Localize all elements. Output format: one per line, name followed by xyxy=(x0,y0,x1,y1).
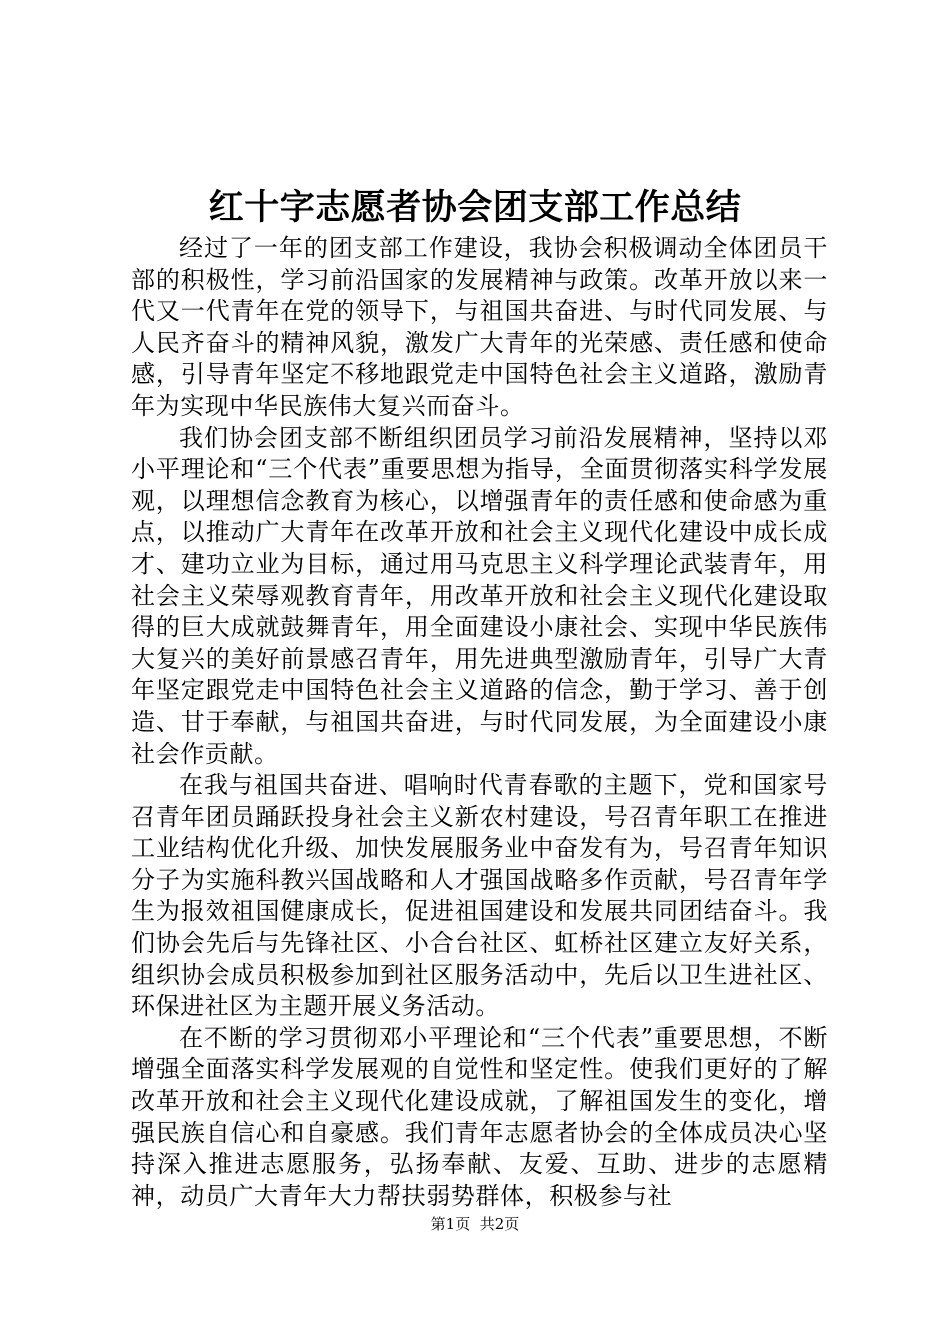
page-number-current: 第1页 xyxy=(430,1215,471,1233)
page-footer xyxy=(0,1214,950,1234)
paragraph-3: 在我与祖国共奋进、唱响时代青春歌的主题下，党和国家号召青年团员踊跃投身社会主义新农村建设，号召青年职工在推进工业结构优化升级、加快发展服务业中奋发有为，号召青年知识分子为实施科教兴国战略和人才强国战略多作贡献，号召青年学生为报效祖国健康成长，促进祖国建设和发展共同团结奋斗。我们协会先后与先锋社区、小合台社区、虹桥社区建立友好关系，组织协会成员积极参加到社区服务活动中，先后以卫生进社区、环保进社区为主题开展义务活动。 xyxy=(131,771,828,1021)
paragraph-1: 经过了一年的团支部工作建设，我协会积极调动全体团员干部的积极性，学习前沿国家的发展精神与政策。改革开放以来一代又一代青年在党的领导下，与祖国共奋进、与时代同发展、与人民齐奋斗的精神风貌，激发广大青年的光荣感、责任感和使命感，引导青年坚定不移地跟党走中国特色社会主义道路，激励青年为实现中华民族伟大复兴而奋斗。 xyxy=(131,234,828,420)
paragraph-2: 我们协会团支部不断组织团员学习前沿发展精神，坚持以邓小平理论和“三个代表”重要思想为指导，全面贯彻落实科学发展观，以理想信念教育为核心，以增强青年的责任感和使命感为重点，以推动广大青年在改革开放和社会主义现代化建设中成长成才、建功立业为目标，通过用马克思主义科学理论武装青年，用社会主义荣辱观教育青年，用改革开放和社会主义现代化建设取得的巨大成就鼓舞青年，用全面建设小康社会、实现中华民族伟大复兴的美好前景感召青年，用先进典型激励青年，引导广大青年坚定跟党走中国特色社会主义道路的信念，勤于学习、善于创造、甘于奉献，与祖国共奋进，与时代同发展，为全面建设小康社会作贡献。 xyxy=(131,423,828,768)
document-body xyxy=(131,233,828,1212)
footer-spacer xyxy=(470,1215,480,1233)
page-number-total: 共2页 xyxy=(479,1215,520,1233)
paragraph-4: 在不断的学习贯彻邓小平理论和“三个代表”重要思想，不断增强全面落实科学发展观的自觉性和坚定性。使我们更好的了解改革开放和社会主义现代化建设成就，了解祖国发生的变化，增强民族自信心和自豪感。我们青年志愿者协会的全体成员决心坚持深入推进志愿服务，弘扬奉献、友爱、互助、进步的志愿精神，动员广大青年大力帮扶弱势群体，积极参与社 xyxy=(131,1023,828,1210)
document-title: 红十字志愿者协会团支部工作总结 xyxy=(208,188,742,228)
